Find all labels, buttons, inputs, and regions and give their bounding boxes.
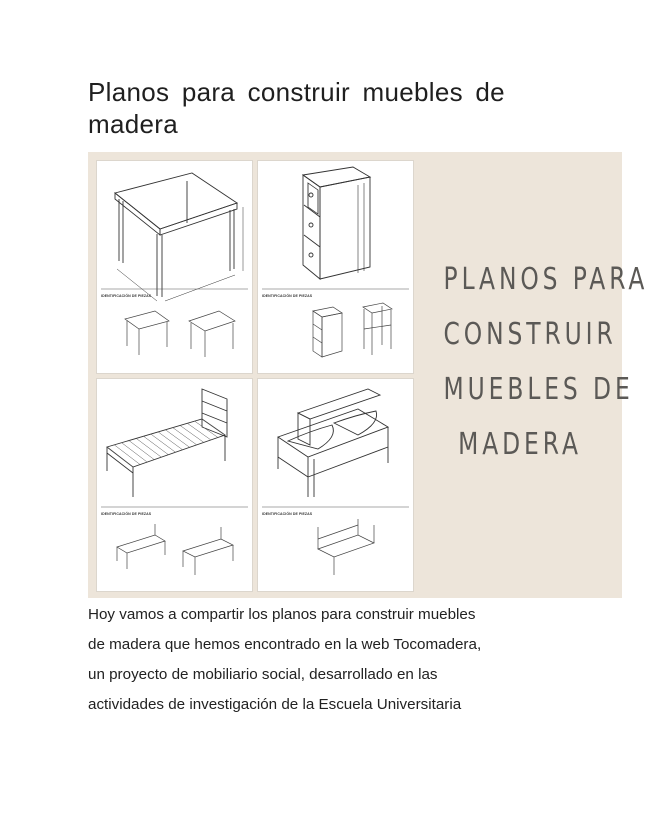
banner-line: PLANOS PARA xyxy=(443,262,648,297)
article-body xyxy=(88,600,558,720)
desk-drawing xyxy=(97,161,252,373)
desk-parts-label: IDENTIFICACIÓN DE PIEZAS xyxy=(101,294,152,298)
bed-plan-panel xyxy=(96,378,253,592)
bed-slat xyxy=(173,428,197,445)
sofa-plan-panel xyxy=(257,378,414,592)
desk-plan-panel xyxy=(96,160,253,374)
sofa-parts-label: IDENTIFICACIÓN DE PIEZAS xyxy=(262,512,313,516)
bed-slat xyxy=(202,419,225,435)
bed-drawing xyxy=(97,379,252,591)
bed-slat xyxy=(187,423,210,440)
drawers-parts-label: IDENTIFICACIÓN DE PIEZAS xyxy=(262,294,313,298)
banner-line: CONSTRUIR xyxy=(443,317,617,352)
furniture-plans-collage xyxy=(96,160,414,592)
body-line: un proyecto de mobiliario social, desarrollado en las xyxy=(88,666,438,683)
bed-slat xyxy=(129,441,154,460)
banner-line: MUEBLES DE xyxy=(443,372,634,407)
feature-banner-image xyxy=(88,152,648,598)
bed-parts-label: IDENTIFICACIÓN DE PIEZAS xyxy=(101,512,152,516)
sofa-drawing xyxy=(258,379,413,591)
bed-slat xyxy=(165,430,189,448)
body-line: de madera que hemos encontrado en la web Tocomadera, xyxy=(88,636,482,653)
body-line: Hoy vamos a compartir los planos para construir muebles xyxy=(88,606,476,623)
banner-line: MADERA xyxy=(458,427,582,462)
drawers-plan-panel xyxy=(257,160,414,374)
bed-slat xyxy=(195,421,218,437)
bed-slat xyxy=(180,425,204,442)
bed-slat xyxy=(151,434,176,452)
banner-heading xyxy=(443,252,648,472)
bed-slat xyxy=(122,443,148,462)
drawers-drawing xyxy=(258,161,413,373)
bed-slat xyxy=(107,447,133,467)
bed-slat xyxy=(144,436,169,454)
page-title: Planos para construir muebles de madera xyxy=(88,77,505,139)
bed-slat xyxy=(158,432,182,450)
bed-slat xyxy=(136,438,161,457)
body-line: actividades de investigación de la Escuela Universitaria xyxy=(88,696,462,713)
